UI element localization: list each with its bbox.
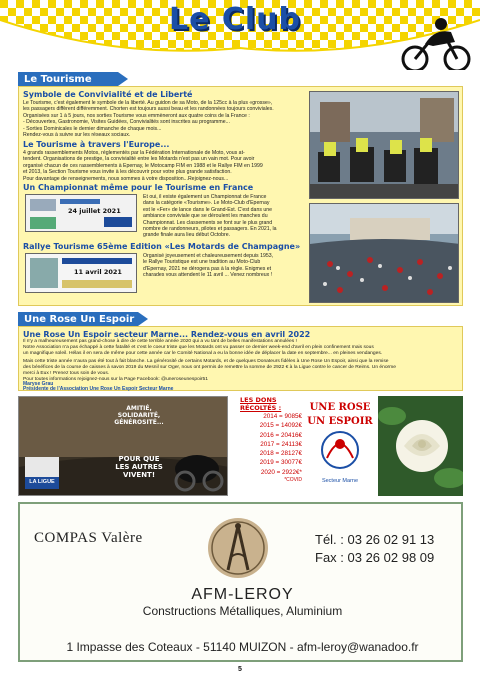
logo-sector: Secteur Marne: [321, 478, 359, 484]
championnat-poster: [25, 194, 137, 232]
motto-line: LES AUTRES: [115, 463, 163, 471]
text-line: les passagers diffèrent différemment. Chorten est toujours aussi beau et les randonnées toujours conviviales.: [23, 106, 274, 113]
ad-company-subtitle: Constructions Métalliques, Aluminium: [142, 604, 343, 618]
ad-telephone: Tél. : 03 26 02 91 13: [315, 532, 435, 547]
photo-crowd-illustration: [310, 204, 459, 303]
signature-role: Présidente de l'Association Une Rose Un Espoir Secteur Marne: [23, 386, 174, 392]
photo-white-rose: [378, 396, 463, 496]
text-line: des bénéfices de la course de caisses à savon 2019 du Mesnil sur Oger, nous ont permis de remettre la somme de 2922 € à la Ligue contre le cancer de Reims. Un énorme: [23, 365, 396, 371]
text-line: Organisées sur 1 à 5 jours, nos sorties Tourisme vous emmèneront aux quatre coins de la France :: [23, 112, 250, 119]
heading-rose: Une Rose Un Espoir secteur Marne... Rendez-vous en avril 2022: [23, 330, 311, 339]
text-line: - Découvertes, Gastronomie, Visites Guidées, Convivialités sont inscrites au programme...: [23, 119, 230, 126]
dons-row: 2016 = 20416€: [259, 431, 302, 439]
ad-compas-name: COMPAS Valère: [34, 530, 143, 546]
text-line: Pour toutes informations rejoignez-nous sur la Page Facebook: @uneroseunespoir51: [23, 376, 208, 382]
motto-line: POUR QUE: [118, 455, 160, 463]
ad-company-name: AFM-LEROY: [191, 586, 294, 603]
compass-emblem-icon: [198, 514, 278, 584]
rose-panel: [18, 326, 463, 391]
logo-line-2: UN ESPOIR: [307, 416, 373, 427]
text-line: un magnifique soleil. Hélas il en sera de même pour cette année car le Comité National a eu la bonne idée de déplacer la date en septembre... en pleines vendanges.: [23, 350, 383, 356]
dons-row: 2015 = 14092€: [259, 422, 302, 430]
text-line: Notre Association n'a pas échappé à cette fatalité et c'est le coeur triste que les Motards ont vu passer ce dernier week-end d'avril en plein confinement mais sous: [23, 344, 374, 350]
signature-name: Maryse Grau: [23, 381, 54, 387]
tourisme-panel: [18, 86, 463, 306]
photo-solidarite-banner: [18, 396, 228, 496]
heading-europe: Le Tourisme à travers l'Europe...: [23, 140, 170, 149]
text-line: dans la catégorie «Tourisme». Le Moto-Club d'Epernay: [143, 200, 270, 207]
photo-rallye-crowd: [309, 203, 459, 303]
dons-table: [240, 396, 302, 496]
ad-address: 1 Impasse des Coteaux - 51140 MUIZON - afm-leroy@wanadoo.fr: [66, 640, 419, 654]
paragraph-europe: [23, 150, 305, 182]
motto-line: GÉNÉROSITÉ...: [114, 419, 164, 426]
solidarite-motto-top: [89, 405, 189, 426]
photo-motards-illustration: [310, 92, 459, 199]
section-bar-rose: [18, 312, 138, 327]
text-line: Le Tourisme, c'est également le symbole de la liberté. Au guidon de sa Moto, de la 125cc à la plus «grosse»,: [23, 100, 273, 106]
paragraph-symbole: [23, 100, 305, 138]
text-line: grande finale aura lieu début Octobre.: [143, 232, 231, 239]
text-line: est le «Fer» de lance dans le Grand-Est. C'est dans une: [143, 206, 273, 213]
motorcycle-icon: [395, 14, 475, 70]
rallye-date: 11 avril 2021: [74, 268, 122, 276]
text-line: ambiance conviviale que se déroulent les manches du: [143, 213, 268, 220]
motto-line: VIVENT!: [122, 471, 156, 479]
text-line: tendent. Organisations de prestige, la convivialité entre les Motards n'est pas un vain mot. Pour avoir: [23, 156, 255, 163]
dons-row: 2014 = 9085€: [263, 413, 302, 420]
text-line: Rendez-vous à suivre sur les réseaux sociaux.: [23, 132, 131, 139]
section-bar-tourisme: [18, 72, 118, 87]
dons-title: LES DONS RÉCOLTÉS :: [240, 396, 282, 412]
covid-note: *COVID: [284, 477, 302, 484]
logo-line-1: UNE ROSE: [309, 402, 371, 413]
championnat-date: 24 juillet 2021: [68, 207, 121, 215]
text-line: Il n'y a malheureusement pas grand-chose à dire de cette terrible année 2020 qui a vu tant de belles manifestations annulées !: [23, 339, 297, 344]
dons-row: 2019 = 30077€: [259, 459, 302, 467]
dons-row: 2017 = 24113€: [260, 440, 302, 448]
text-line: charades vous attendent le 11 avril ... Venez nombreux !: [143, 272, 273, 279]
motto-line: SOLIDARITÉ,: [117, 412, 161, 419]
section-label-rose: Une Rose Un Espoir: [24, 314, 135, 325]
heading-symbole: Symbole de Convivialité et de Liberté: [23, 90, 193, 99]
solidarite-motto-bottom: [89, 455, 189, 479]
motto-line: AMITIÉ,: [126, 405, 152, 412]
heading-rallye: Rallye Tourisme 65ème Edition «Les Motards de Champagne»: [23, 242, 301, 251]
text-line: nombre de randonneurs, pilotes et passagers. En 2021, la: [143, 226, 277, 233]
photo-motards-group: [309, 91, 459, 199]
white-rose-illustration: [378, 396, 463, 496]
heading-championnat: Un Championnat même pour le Tourisme en France: [23, 183, 254, 192]
text-line: Championnat. Les classements se font sur le plus grand: [143, 219, 273, 226]
rallye-poster: [25, 253, 137, 293]
text-line: 4 grands rassemblements Motos, réglementés par la Fédération Internationale de Moto, vous at-: [23, 150, 245, 156]
text-line: Et oui, il existe également un Championnat de France: [143, 194, 267, 200]
text-line: Mais cette triste année n'aura pas été tout à fait blanche. La générosité de certains Motards, et de quelques Donateurs fidèles à Une Rose Un Espoir, ainsi que la remise: [23, 359, 389, 365]
text-line: organisé chacun de ces rassemblements à Epernay, le Motocamp FIM en 1988 et le Rallye FIM en 1999: [23, 162, 263, 169]
section-label-tourisme: Le Tourisme: [24, 74, 92, 85]
ad-fax: Fax : 03 26 02 98 09: [315, 550, 435, 565]
paragraph-rose: [23, 339, 459, 383]
text-line: - Sorties Dominicales le dernier dimanche de chaque mois...: [23, 125, 162, 132]
text-line: et 2013, la Section Tourisme vous invite à les découvrir pour votre plus grande satisfaction.: [23, 169, 232, 176]
paragraph-rallye: [143, 253, 305, 279]
ligue-logo: LA LIGUE: [29, 479, 55, 485]
page-number: 5: [238, 666, 242, 673]
une-rose-un-espoir-logo: [305, 400, 375, 492]
sponsor-ad-afm-leroy: [18, 502, 463, 662]
text-line: Organisé joyeusement et chaleureusement depuis 1953,: [143, 253, 274, 259]
text-line: d'Epernay, 2021 ne dérogera pas à la règle. Enigmes et: [143, 265, 272, 272]
text-line: merci à Eux ! Prenez tous soin de vous.: [23, 370, 110, 376]
page-title: Le Club: [168, 2, 302, 37]
text-line: le Rallye Touristique est une tradition au Moto-Club: [143, 259, 261, 266]
dons-row: 2018 = 28127€: [259, 450, 302, 458]
dons-row: 2020 = 2922€*: [260, 468, 302, 476]
paragraph-championnat: [143, 194, 305, 239]
page-header: [0, 0, 480, 70]
text-line: Pour davantage de renseignements, nous sommes à votre disposition...Rejoignez-nous...: [23, 175, 229, 182]
